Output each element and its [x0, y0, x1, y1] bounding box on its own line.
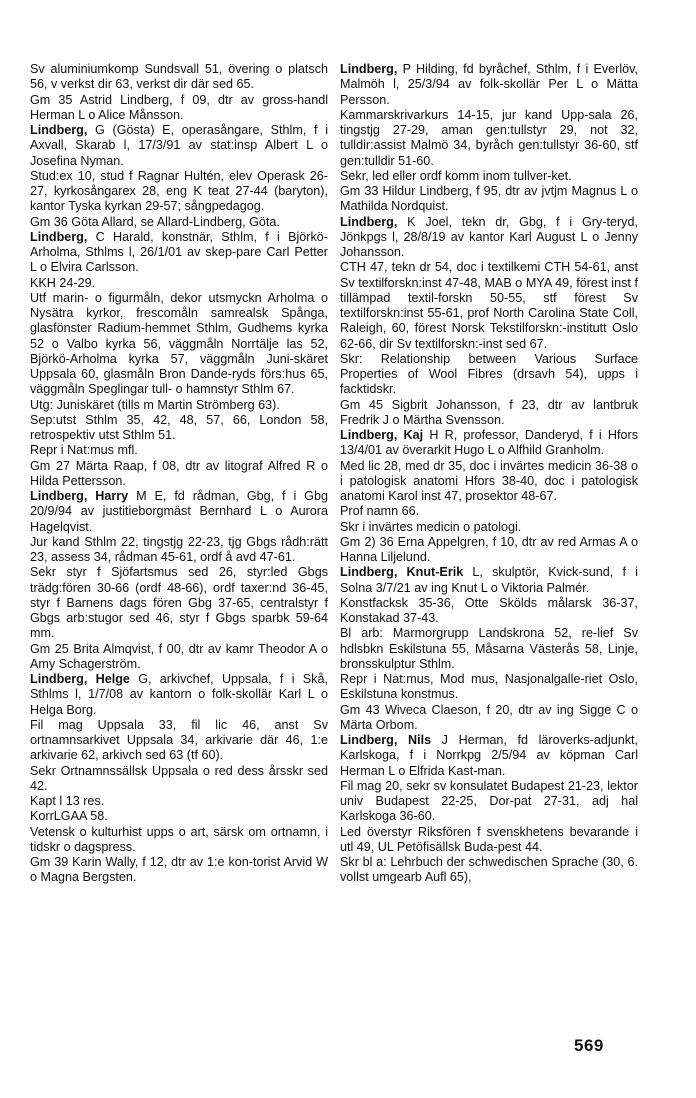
entry-line: Gm 25 Brita Almqvist, f 00, dtr av kamr Theodor A o Amy Schagerström.: [30, 641, 328, 671]
entry-name: Lindberg, Knut-Erik: [340, 565, 464, 580]
biography-entry-heading: [340, 565, 638, 596]
entry-line: Prof namn 66.: [340, 504, 420, 519]
entry-details: K Joel, tekn dr, Gbg, f i Gry-teryd, Jönkpgs l, 28/8/19 av kantor Karl August L o Jenny Johansson.: [340, 214, 638, 259]
entry-line: Kapt l 13 res.: [30, 794, 105, 808]
entry-details: H R, professor, Danderyd, f i Hfors 13/4/01 av överarkit Hugo L o Alfhild Granholm.: [340, 428, 638, 458]
entry-line: Skr: Relationship between Various Surface Properties of Wool Fibres (drsavh 54), upps i facktidskr.: [340, 351, 638, 397]
entry-details: L, skulptör, Kvick-sund, f i Solna 3/7/21 av ing Knut L o Viktoria Palmér.: [340, 565, 638, 595]
entry-line: Skr bl a: Lehrbuch der schwedischen Sprache (30, 6. vollst umgearb Aufl 65),: [340, 855, 638, 885]
biography-entry-heading: [30, 230, 328, 276]
biography-entry-heading: [30, 123, 328, 169]
entry-line: KKH 24-29.: [30, 275, 96, 290]
entry-details: C Harald, konstnär, Sthlm, f i Björkö-Arholma, Sthlms l, 26/1/01 av skep-pare Carl Petter L o Elvira Carlsson.: [30, 229, 328, 275]
entry-line: Sekr, led eller ordf komm inom tullver-ket.: [340, 168, 572, 183]
page-number: 569: [574, 1036, 604, 1055]
biography-entry-heading: [30, 489, 328, 535]
entry-line: Sekr Ortnamnssällsk Uppsala o red dess årsskr sed 42.: [30, 763, 328, 793]
entry-details: P Hilding, fd byråchef, Sthlm, f i Everlöv, Malmöh l, 25/3/94 av folk-skollär Per L o Mätta Persson.: [340, 62, 638, 107]
biography-entry-heading: [340, 428, 638, 459]
entry-line: Repr i Nat:mus mfl.: [30, 443, 138, 458]
entry-name: Lindberg, Helge: [30, 672, 130, 686]
entry-line: Gm 36 Göta Allard, se Allard-Lindberg, Göta.: [30, 214, 280, 229]
biography-entry-heading: [340, 62, 638, 108]
entry-details: J Herman, fd läroverks-adjunkt, Karlskoga, f i Norrkpg 2/5/94 av köpman Carl Herman L o Elfrida Kast-man.: [340, 733, 638, 778]
entry-line: Stud:ex 10, stud f Ragnar Hultén, elev Operask 26-27, kyrkosångarex 28, eng K teat 27-44 (baryton), kantor Tyska kyrkan 29-57; sångpedagog.: [30, 168, 328, 214]
entry-details: M E, fd rådman, Gbg, f i Gbg 20/9/94 av justitieborgmäst Bernhard L o Aurora Hagelqvist.: [30, 489, 328, 534]
entry-name: Lindberg,: [340, 62, 398, 76]
entry-line: KorrLGAA 58.: [30, 809, 108, 824]
entry-line: Konstfacksk 35-36, Otte Skölds målarsk 36-37, Konstakad 37-43.: [340, 595, 638, 625]
entry-name: Lindberg, Nils: [340, 733, 432, 747]
entry-line: Repr i Nat:mus, Mod mus, Nasjonalgalle-riet Oslo, Eskilstuna konstmus.: [340, 672, 638, 702]
entry-line: Kammarskrivarkurs 14-15, jur kand Upp-sala 26, tingstjg 27-29, aman gen:tullstyr 29, not 32, tulldir:assist Malmö 34, byråch gen:tullstyr 36-60, stf gen:tulldir 51-60.: [340, 107, 638, 168]
biography-entry-heading: [340, 733, 638, 779]
entry-details: G (Gösta) E, operasångare, Sthlm, f i Axvall, Skarab l, 17/3/91 av stat:insp Albert L o Josefina Nyman.: [30, 123, 328, 168]
entry-line: Gm 27 Märta Raap, f 08, dtr av litograf Alfred R o Hilda Pettersson.: [30, 458, 328, 488]
left-column: [30, 62, 328, 886]
entry-line: Gm 45 Sigbrit Johansson, f 23, dtr av lantbruk Fredrik J o Märtha Svensson.: [340, 397, 638, 427]
entry-line: Utg: Juniskäret (tills m Martin Strömberg 63).: [30, 397, 280, 412]
entry-line: Bl arb: Marmorgrupp Landskrona 52, re-lief Sv hdlsbkn Eskilstuna 55, Måsarna Västerås 58, Linje, bronsskulptur Sthlm.: [340, 626, 638, 671]
entry-name: Lindberg,: [340, 214, 398, 229]
entry-line: Led överstyr Riksfören f svenskhetens bevarande i utl 49, UL Petöfisällsk Buda-pest 44.: [340, 824, 638, 854]
entry-line: Vetensk o kulturhist upps o art, särsk om ortnamn, i tidskr o dagspress.: [30, 824, 328, 854]
biography-entry-heading: [30, 672, 328, 718]
entry-line: CTH 47, tekn dr 54, doc i textilkemi CTH 54-61, anst Sv textilforskn:inst 47-48, MAB o MYA 49, förest inst f tillämpad textil-forskn 50-55, stf förest Sv textilforskn:inst 55-61, prof North Carolina State Coll, Raleigh, 60, förest Norsk Tekstilforskn:-institutt Oslo 62-66, dir Sv textilforskn:-inst sed 67.: [340, 260, 638, 351]
entry-line: Med lic 28, med dr 35, doc i invärtes medicin 36-38 o i patologisk anatomi Hfors 38-40, doc i patologisk anatomi Karol inst 47, prosektor 48-67.: [340, 458, 638, 503]
entry-line: Sv aluminiumkomp Sundsvall 51, övering o platsch 56, v verkst dir 63, verkst dir där sed 65.: [30, 62, 328, 92]
entry-line: Utf marin- o figurmåln, dekor utsmyckn Arholma o Nysätra kyrkor, frescomåln samrealsk Spånga, glasfönster Radium-hemmet Sthlm, Gudhems kyrka 52 o Valbo kyrka 56, väggmåln Norrtälje las 52, Björkö-Arholma kyrka 57, väggmåln Juni-skäret Uppsala 60, glasmåln Bron Dande-ryds förs:hus 65, väggmåln Speglingar tull- o hamnstyr Sthlm 67.: [30, 290, 328, 397]
entry-name: Lindberg, Kaj: [340, 428, 424, 442]
entry-line: Gm 39 Karin Wally, f 12, dtr av 1:e kon-torist Arvid W o Magna Bergsten.: [30, 855, 328, 885]
entry-line: Fil mag 20, sekr sv konsulatet Budapest 21-23, lektor univ Budapest 22-25, Dor-pat 27-31, adj hal Karlskoga 36-60.: [340, 778, 638, 824]
entry-details: G, arkivchef, Uppsala, f i Skå, Sthlms l, 1/7/08 av kantorn o folk-skollär Karl L o Helga Borg.: [30, 672, 328, 717]
entry-name: Lindberg,: [30, 123, 88, 137]
entry-line: Gm 33 Hildur Lindberg, f 95, dtr av jvtjm Magnus L o Mathilda Nordquist.: [340, 184, 638, 214]
biography-entry-heading: [340, 215, 638, 261]
entry-line: Gm 43 Wiveca Claeson, f 20, dtr av ing Sigge C o Märta Orbom.: [340, 702, 638, 732]
entry-line: Sep:utst Sthlm 35, 42, 48, 57, 66, London 58, retrospektiv utst Sthlm 51.: [30, 412, 328, 442]
entry-line: Gm 2) 36 Erna Appelgren, f 10, dtr av red Armas A o Hanna Liljelund.: [340, 534, 638, 564]
entry-line: Fil mag Uppsala 33, fil lic 46, anst Sv ortnamnsarkivet Uppsala 34, arkivarie där 46, 1:e arkivarie 62, arkivch sed 63 (tf 60).: [30, 717, 328, 763]
entry-name: Lindberg, Harry: [30, 489, 129, 503]
entry-line: Gm 35 Astrid Lindberg, f 09, dtr av gross-handl Herman L o Alice Månsson.: [30, 92, 328, 122]
entry-line: Skr i invärtes medicin o patologi.: [340, 519, 522, 534]
entry-name: Lindberg,: [30, 229, 88, 244]
entry-line: Sekr styr f Sjöfartsmus sed 26, styr:led Gbgs trädg:fören 30-66 (ordf 48-66), ordf taxer:nd 36-45, styr f Barnens dags fören Gbg 37-65, centralstyr f Gbgs arb:stugor sed 46, styr f Gbgs sparbk 59-64 mm.: [30, 565, 328, 641]
entry-line: Jur kand Sthlm 22, tingstjg 22-23, tjg Gbgs rådh:rätt 23, assess 34, rådman 45-61, ordf å avd 47-61.: [30, 534, 328, 564]
right-column: [340, 62, 638, 886]
